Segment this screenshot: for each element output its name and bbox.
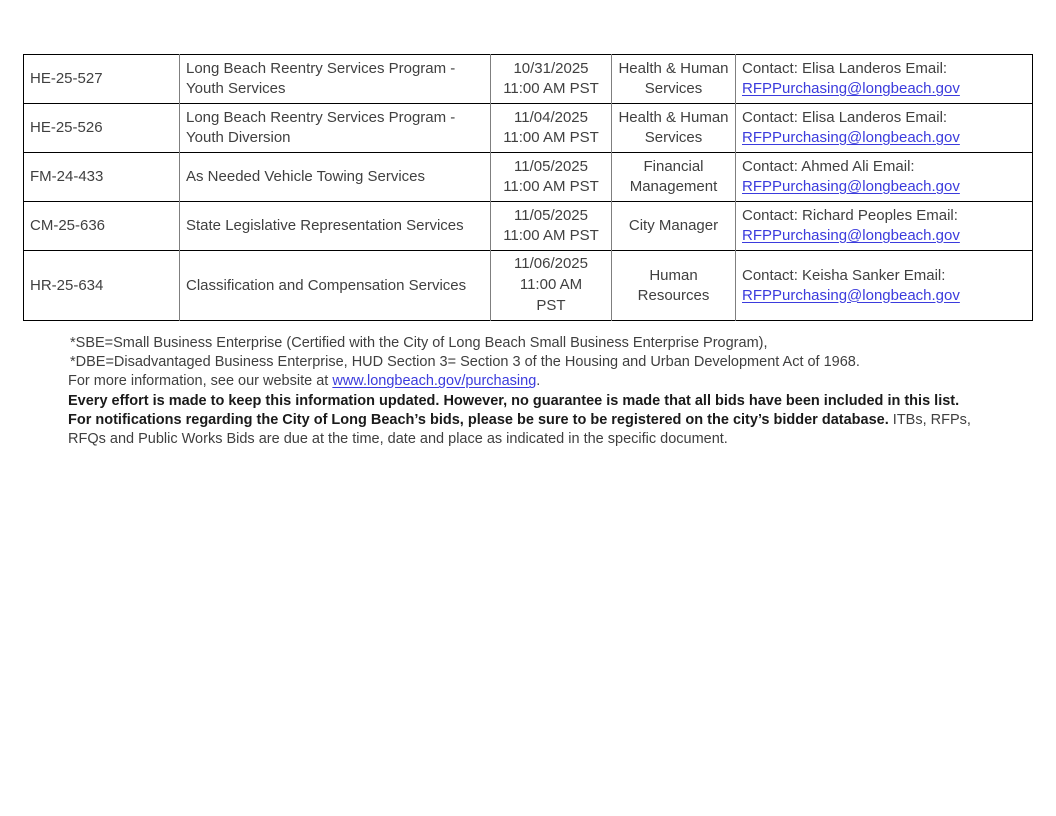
disclaimer-bold-text: Every effort is made to keep this information updated. However, no guarantee is made that all bids have been included in this list. For notifications regarding the City of Long Beach’s bids, please be sure to be registered on the city’s bidder database. — [68, 392, 960, 428]
due-date: 11/04/2025 — [514, 109, 588, 126]
bid-listing-table — [23, 54, 1033, 321]
bid-title-cell: Classification and Compensation Services — [180, 251, 491, 321]
footnote-dbe: *DBE=Disadvantaged Business Enterprise, HUD Section 3= Section 3 of the Housing and Urban Development Act of 1968. — [70, 354, 860, 371]
bid-contact-cell — [736, 251, 1033, 321]
bid-contact-cell — [736, 55, 1033, 104]
department-line-1: Human — [649, 266, 698, 284]
due-date: 11/06/2025 — [514, 255, 588, 272]
contact-email-link[interactable]: RFPPurchasing@longbeach.gov — [742, 80, 960, 97]
table-row — [24, 202, 1033, 251]
bid-title-cell: Long Beach Reentry Services Program - Youth Services — [180, 55, 491, 104]
contact-label: Contact: Richard Peoples Email: — [742, 207, 958, 224]
due-time: 11:00 AM PST — [503, 129, 599, 146]
due-time: 11:00 AM — [519, 276, 583, 293]
bid-due-cell — [491, 55, 612, 104]
due-date: 11/05/2025 — [514, 207, 588, 224]
bid-title-cell: Long Beach Reentry Services Program - Youth Diversion — [180, 104, 491, 153]
disclaimer-normal-text: ITBs, RFPs, RFQs and Public Works Bids are due at the time, date and place as indicated in the specific document. — [68, 411, 971, 448]
footnote-sbe: *SBE=Small Business Enterprise (Certified with the City of Long Beach Small Business Enterprise Program), — [70, 335, 768, 351]
department-line-1: City Manager — [628, 217, 719, 234]
bid-contact-cell — [736, 104, 1033, 153]
bid-number-cell: HE-25-527 — [24, 55, 180, 104]
bid-department-cell — [612, 104, 736, 153]
bid-department-cell — [612, 202, 736, 251]
contact-email-link[interactable]: RFPPurchasing@longbeach.gov — [742, 286, 960, 304]
bid-title-cell: As Needed Vehicle Towing Services — [180, 153, 491, 202]
bid-number-cell: HE-25-526 — [24, 104, 180, 153]
due-time-overflow: PST — [536, 297, 566, 314]
department-line-2: Management — [629, 178, 718, 195]
purchasing-website-link[interactable]: www.longbeach.gov/purchasing — [332, 373, 537, 390]
bid-number-cell: CM-25-636 — [24, 202, 180, 251]
more-info-suffix: . — [536, 373, 541, 390]
due-date: 10/31/2025 — [513, 60, 589, 77]
bid-title-cell: State Legislative Representation Services — [180, 202, 491, 251]
bid-department-cell — [612, 55, 736, 104]
contact-email-link[interactable]: RFPPurchasing@longbeach.gov — [742, 129, 960, 146]
due-time: 11:00 AM PST — [503, 227, 599, 244]
footnote-more-info — [68, 372, 978, 391]
department-line-2: Resources — [637, 286, 710, 304]
bid-due-cell — [491, 153, 612, 202]
bid-table-body — [24, 55, 1033, 321]
bid-number-cell: HR-25-634 — [24, 251, 180, 321]
more-info-prefix: For more information, see our website at — [68, 373, 333, 390]
department-line-2: Services — [644, 129, 703, 146]
contact-label: Contact: Elisa Landeros Email: — [742, 60, 948, 77]
bid-due-cell — [491, 202, 612, 251]
contact-label: Contact: Ahmed Ali Email: — [742, 158, 915, 175]
table-row — [24, 153, 1033, 202]
contact-email-link[interactable]: RFPPurchasing@longbeach.gov — [742, 178, 960, 195]
bid-due-cell — [491, 104, 612, 153]
table-row — [24, 251, 1033, 321]
bid-contact-cell — [736, 202, 1033, 251]
bid-due-cell — [491, 251, 612, 321]
department-line-2: Services — [644, 80, 703, 97]
table-row — [24, 104, 1033, 153]
due-time: 11:00 AM PST — [503, 80, 599, 97]
footnote-disclaimer — [68, 392, 978, 450]
bid-department-cell — [612, 251, 736, 321]
contact-email-link[interactable]: RFPPurchasing@longbeach.gov — [742, 227, 960, 244]
department-line-1: Financial — [643, 158, 704, 175]
contact-label: Contact: Elisa Landeros Email: — [742, 109, 948, 126]
footnotes-section — [68, 334, 978, 449]
bid-listing-table-container — [23, 54, 1032, 321]
department-line-1: Health & Human — [618, 60, 729, 77]
due-time: 11:00 AM PST — [503, 178, 599, 195]
table-row — [24, 55, 1033, 104]
bid-contact-cell — [736, 153, 1033, 202]
contact-label: Contact: Keisha Sanker Email: — [742, 266, 946, 284]
due-date: 11/05/2025 — [514, 158, 588, 175]
bid-department-cell — [612, 153, 736, 202]
department-line-1: Health & Human — [618, 109, 729, 126]
bid-number-cell: FM-24-433 — [24, 153, 180, 202]
